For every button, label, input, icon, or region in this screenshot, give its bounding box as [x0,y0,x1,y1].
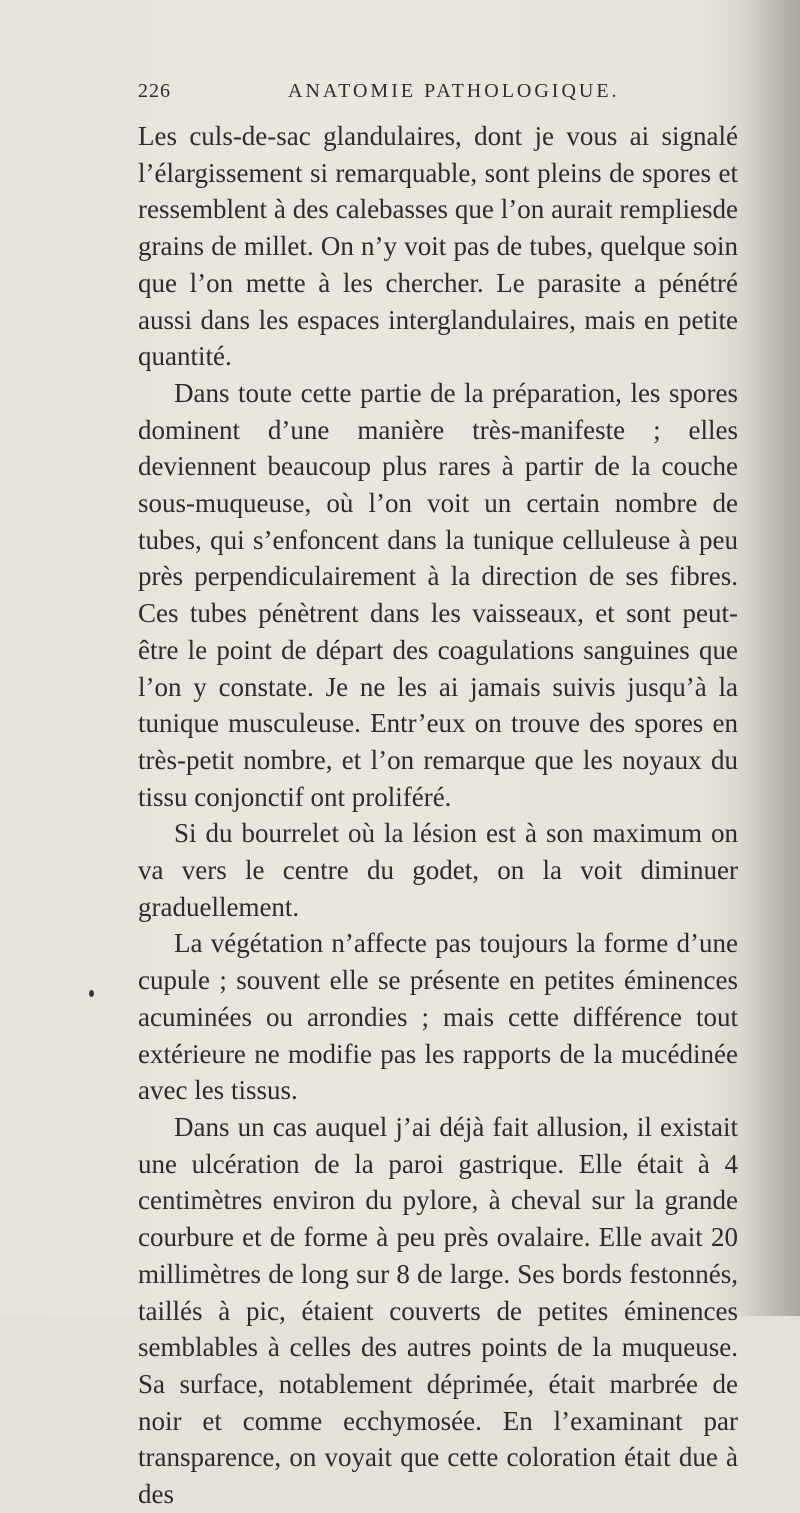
body-text [138,118,738,1513]
page-header [138,80,738,110]
paragraph: Dans toute cette partie de la préparation, les spores dominent d’une manière très-manifeste ; elles deviennent beaucoup plus rares à partir de la couche sous-muqueuse, où l’on voit un certain nombre de tubes, qui s’enfoncent dans la tunique celluleuse à peu près perpendiculairement à la direction de ses fibres. Ces tubes pénètrent dans les vaisseaux, et sont peut-être le point de départ des coagulations sanguines que l’on y constate. Je ne les ai jamais suivis jusqu’à la tunique musculeuse. Entr’eux on trouve des spores en très-petit nombre, et l’on remarque que les noyaux du tissu conjonctif ont proliféré. [138,377,738,812]
ink-speck [89,990,94,997]
paragraph: Les culs-de-sac glandulaires, dont je vous ai signalé l’élargissement si remarquable, sont pleins de spores et ressemblent à des calebasses que l’on aurait rempliesde grains de millet. On n’y voit pas de tubes, quelque soin que l’on mette à les chercher. Le parasite a pénétré aussi dans les espaces interglandulaires, mais en petite quantité. [138,121,738,372]
paragraph: La végétation n’affecte pas toujours la forme d’une cupule ; souvent elle se présente en petites éminences acuminées ou arrondies ; mais cette différence tout extérieure ne modifie pas les rapports de la mucédinée avec les tissus. [138,928,738,1106]
running-head: ANATOMIE PATHOLOGIQUE. [288,80,620,102]
paragraph: Si du bourrelet où la lésion est à son maximum on va vers le centre du godet, on la voit diminuer graduellement. [138,818,738,922]
paragraph: Dans un cas auquel j’ai déjà fait allusion, il existait une ulcération de la paroi gastrique. Elle était à 4 centimètres environ du pylore, à cheval sur la grande courbure et de forme à peu près ovalaire. Elle avait 20 millimètres de long sur 8 de large. Ses bords festonnés, taillés à pic, étaient couverts de petites éminences semblables à celles des autres points de la muqueuse. Sa surface, notablement déprimée, était marbrée de noir et comme ecchymosée. En l’examinant par transparence, on voyait que cette coloration était due à des [138,1111,738,1510]
page-number: 226 [138,80,171,102]
